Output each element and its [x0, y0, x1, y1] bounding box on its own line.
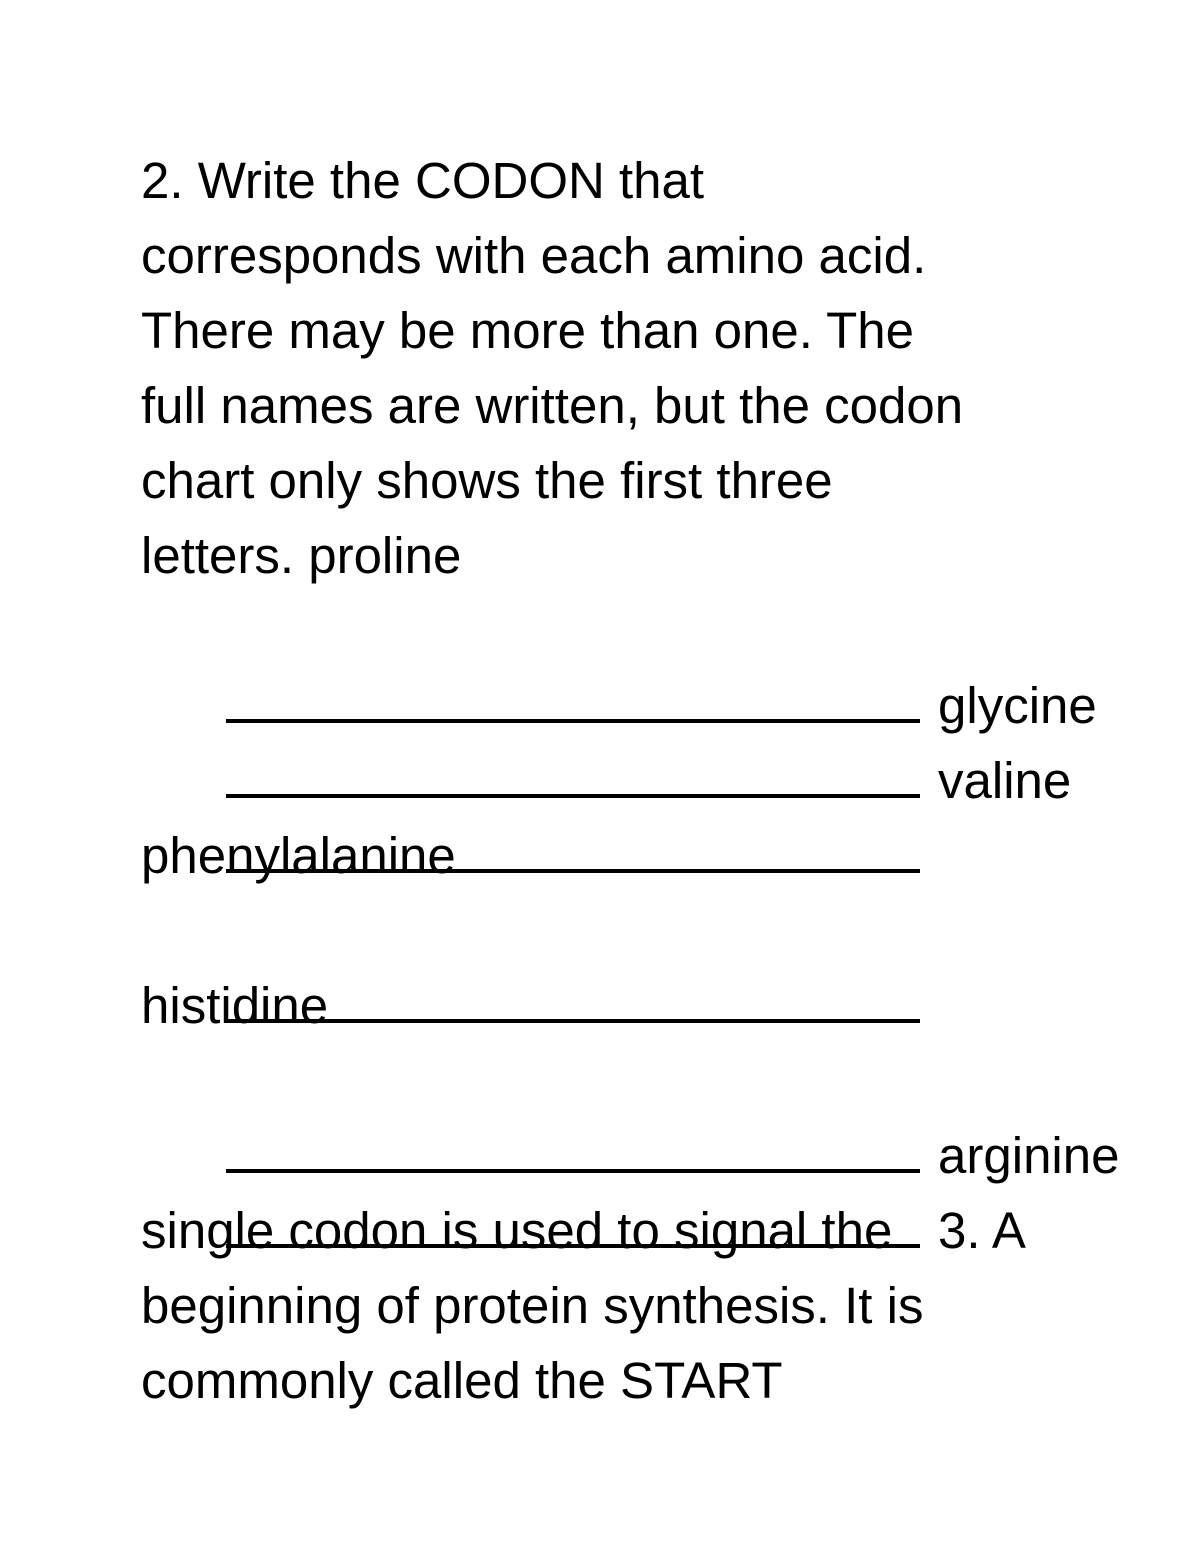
question-2-line: There may be more than one. The	[141, 302, 914, 359]
answer-row-phenylalanine	[141, 893, 1141, 968]
answer-blank-phenylalanine[interactable]	[226, 968, 920, 1043]
amino-acid-label: arginine	[938, 1127, 1120, 1184]
answer-blank-arginine[interactable]	[226, 1193, 920, 1268]
question-3-start: 3. A	[938, 1202, 1026, 1259]
answer-row-histidine	[141, 1043, 1141, 1184]
question-3-line: commonly called the START	[141, 1352, 783, 1409]
amino-acid-label-line: histidine	[141, 977, 329, 1034]
answer-row-proline	[141, 593, 1141, 734]
answer-blank-valine[interactable]	[226, 818, 920, 893]
question-2-line: letters. proline	[141, 527, 462, 584]
question-2-line: chart only shows the first three	[141, 452, 833, 509]
question-2-line: full names are written, but the codon	[141, 377, 964, 434]
question-2-line: 2. Write the CODON that	[141, 152, 705, 209]
answer-blank-proline[interactable]	[226, 668, 920, 743]
question-2-line: corresponds with each amino acid.	[141, 227, 927, 284]
worksheet-text	[141, 143, 1141, 1418]
question-3-line: single codon is used to signal the	[141, 1202, 893, 1259]
question-3-line: beginning of protein synthesis. It is	[141, 1277, 924, 1334]
amino-acid-label-line: phenylalanine	[141, 827, 456, 884]
answer-blank-glycine[interactable]	[226, 743, 920, 818]
answer-blank-histidine[interactable]	[226, 1118, 920, 1193]
amino-acid-label: valine	[938, 752, 1072, 809]
amino-acid-label: glycine	[938, 677, 1097, 734]
